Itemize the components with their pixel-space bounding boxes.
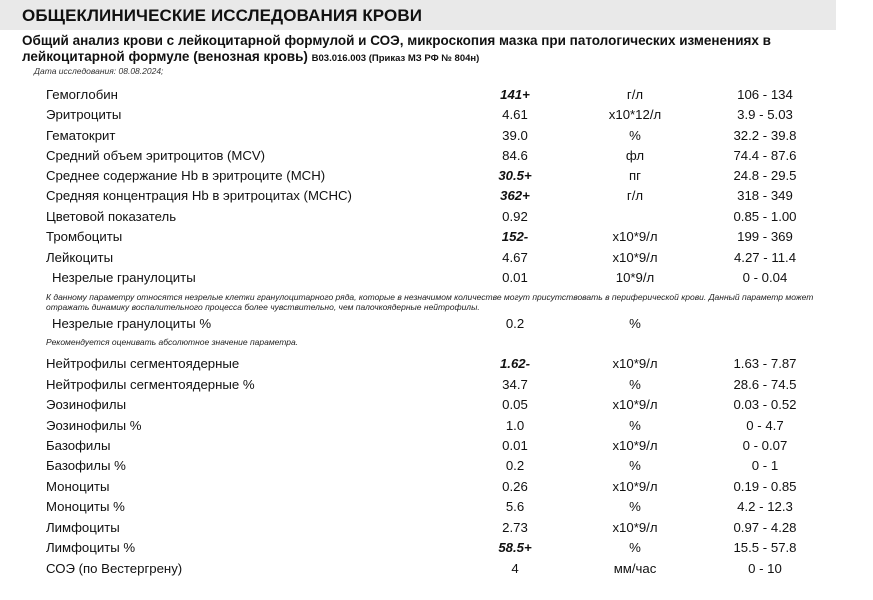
study-date: Дата исследования: 08.08.2024;	[34, 66, 164, 76]
param-unit: мм/час	[613, 561, 657, 576]
result-row	[0, 250, 873, 270]
test-title	[22, 33, 842, 67]
param-name: Лейкоциты	[46, 250, 114, 265]
param-unit: %	[629, 540, 641, 555]
param-name: СОЭ (по Вестергрену)	[46, 561, 183, 576]
param-reference: 15.5 - 57.8	[733, 540, 797, 555]
test-name: Общий анализ крови с лейкоцитарной формулой и СОЭ, микроскопия мазка при патологических изменениях в лейкоцитарной формуле (венозная кровь)	[22, 33, 771, 64]
param-reference: 0 - 1	[751, 458, 779, 473]
param-value: 141+	[500, 87, 530, 102]
param-value: 152-	[501, 229, 529, 244]
param-name: Базофилы %	[46, 458, 126, 473]
param-name: Среднее содержание Hb в эритроците (MCH)	[46, 168, 326, 183]
param-unit: %	[629, 458, 641, 473]
param-value: 5.6	[505, 499, 525, 514]
param-name: Цветовой показатель	[46, 209, 177, 224]
result-row	[0, 87, 873, 107]
result-row	[0, 188, 873, 208]
param-name: Эозинофилы	[46, 397, 127, 412]
param-reference: 106 - 134	[737, 87, 793, 102]
param-unit: x10*9/л	[612, 479, 658, 494]
result-row	[0, 270, 873, 290]
param-reference: 0 - 4.7	[746, 418, 784, 433]
param-value: 0.2	[505, 458, 525, 473]
param-reference: 0 - 0.04	[742, 270, 788, 285]
param-unit: x10*9/л	[612, 397, 658, 412]
param-name: Нейтрофилы сегментоядерные	[46, 356, 240, 371]
param-name: Гемоглобин	[46, 87, 118, 102]
param-unit: фл	[625, 148, 645, 163]
param-name: Лимфоциты %	[46, 540, 136, 555]
param-reference: 0.85 - 1.00	[733, 209, 797, 224]
parameter-note: Рекомендуется оценивать абсолютное значение параметра.	[46, 337, 299, 347]
param-unit: пг	[629, 168, 641, 183]
param-name: Эозинофилы %	[46, 418, 142, 433]
section-title: ОБЩЕКЛИНИЧЕСКИЕ ИССЛЕДОВАНИЯ КРОВИ	[22, 6, 423, 25]
param-name: Средняя концентрация Hb в эритроцитах (MCHC)	[46, 188, 352, 203]
param-name: Нейтрофилы сегментоядерные %	[46, 377, 255, 392]
param-unit: %	[629, 377, 641, 392]
result-row	[0, 229, 873, 249]
param-name: Моноциты	[46, 479, 110, 494]
param-value: 34.7	[502, 377, 528, 392]
param-name: Базофилы	[46, 438, 111, 453]
result-row	[0, 168, 873, 188]
result-row	[0, 418, 873, 438]
param-value: 0.01	[502, 438, 528, 453]
test-code: B03.016.003 (Приказ МЗ РФ № 804н)	[311, 53, 480, 64]
param-reference: 3.9 - 5.03	[737, 107, 793, 122]
param-value: 0.2	[505, 316, 525, 331]
param-reference: 74.4 - 87.6	[733, 148, 797, 163]
param-unit: x10*9/л	[612, 356, 658, 371]
result-row	[0, 479, 873, 499]
result-row	[0, 561, 873, 581]
param-reference: 318 - 349	[737, 188, 793, 203]
result-row	[0, 520, 873, 540]
param-unit: %	[629, 128, 641, 143]
param-value: 0.01	[502, 270, 528, 285]
param-name: Гематокрит	[46, 128, 116, 143]
param-name: Тромбоциты	[46, 229, 123, 244]
result-row	[0, 209, 873, 229]
param-reference: 4.27 - 11.4	[733, 250, 797, 265]
param-name: Эритроциты	[46, 107, 122, 122]
param-reference: 24.8 - 29.5	[733, 168, 797, 183]
result-row	[0, 316, 873, 336]
result-row	[0, 438, 873, 458]
param-reference: 0.03 - 0.52	[733, 397, 797, 412]
param-unit: x10*9/л	[612, 520, 658, 535]
param-unit: %	[629, 316, 641, 331]
param-unit: %	[629, 499, 641, 514]
param-reference: 199 - 369	[737, 229, 793, 244]
param-reference: 0.97 - 4.28	[733, 520, 797, 535]
param-value: 2.73	[502, 520, 528, 535]
result-row	[0, 377, 873, 397]
result-row	[0, 148, 873, 168]
param-unit: x10*9/л	[612, 250, 658, 265]
param-value: 362+	[500, 188, 530, 203]
param-reference: 4.2 - 12.3	[737, 499, 793, 514]
param-reference: 0 - 10	[748, 561, 782, 576]
param-value: 4.61	[502, 107, 528, 122]
param-value: 0.92	[502, 209, 528, 224]
param-value: 0.26	[502, 479, 528, 494]
param-unit: x10*12/л	[608, 107, 662, 122]
param-value: 39.0	[502, 128, 528, 143]
result-row	[0, 128, 873, 148]
param-unit: г/л	[626, 188, 644, 203]
param-value: 0.05	[502, 397, 528, 412]
result-row	[0, 397, 873, 417]
param-value: 4.67	[502, 250, 528, 265]
param-reference: 32.2 - 39.8	[733, 128, 797, 143]
param-unit: %	[629, 418, 641, 433]
param-reference: 0 - 0.07	[742, 438, 788, 453]
param-reference: 0.19 - 0.85	[733, 479, 797, 494]
param-name: Средний объем эритроцитов (MCV)	[46, 148, 266, 163]
param-value: 84.6	[502, 148, 528, 163]
result-row	[0, 356, 873, 376]
param-value: 58.5+	[498, 540, 532, 555]
param-unit: x10*9/л	[612, 438, 658, 453]
param-name: Лимфоциты	[46, 520, 120, 535]
result-row	[0, 499, 873, 519]
param-value: 1.0	[505, 418, 525, 433]
param-name: Незрелые гранулоциты %	[52, 316, 212, 331]
result-row	[0, 540, 873, 560]
param-unit: г/л	[626, 87, 644, 102]
param-name: Моноциты %	[46, 499, 125, 514]
param-reference: 1.63 - 7.87	[733, 356, 797, 371]
param-unit: 10*9/л	[615, 270, 655, 285]
param-name: Незрелые гранулоциты	[52, 270, 196, 285]
param-unit: x10*9/л	[612, 229, 658, 244]
param-value: 4	[511, 561, 519, 576]
param-value: 30.5+	[498, 168, 532, 183]
result-row	[0, 107, 873, 127]
parameter-note: К данному параметру относятся незрелые клетки гранулоцитарного ряда, которые в незначимом количестве могут присутствовать в периферической крови. Данный параметр может отражать динамику воспалительного процесса более чувствительно, чем палочкоядерные нейтрофилы.	[46, 292, 814, 312]
param-reference: 28.6 - 74.5	[733, 377, 797, 392]
result-row	[0, 458, 873, 478]
param-value: 1.62-	[499, 356, 531, 371]
